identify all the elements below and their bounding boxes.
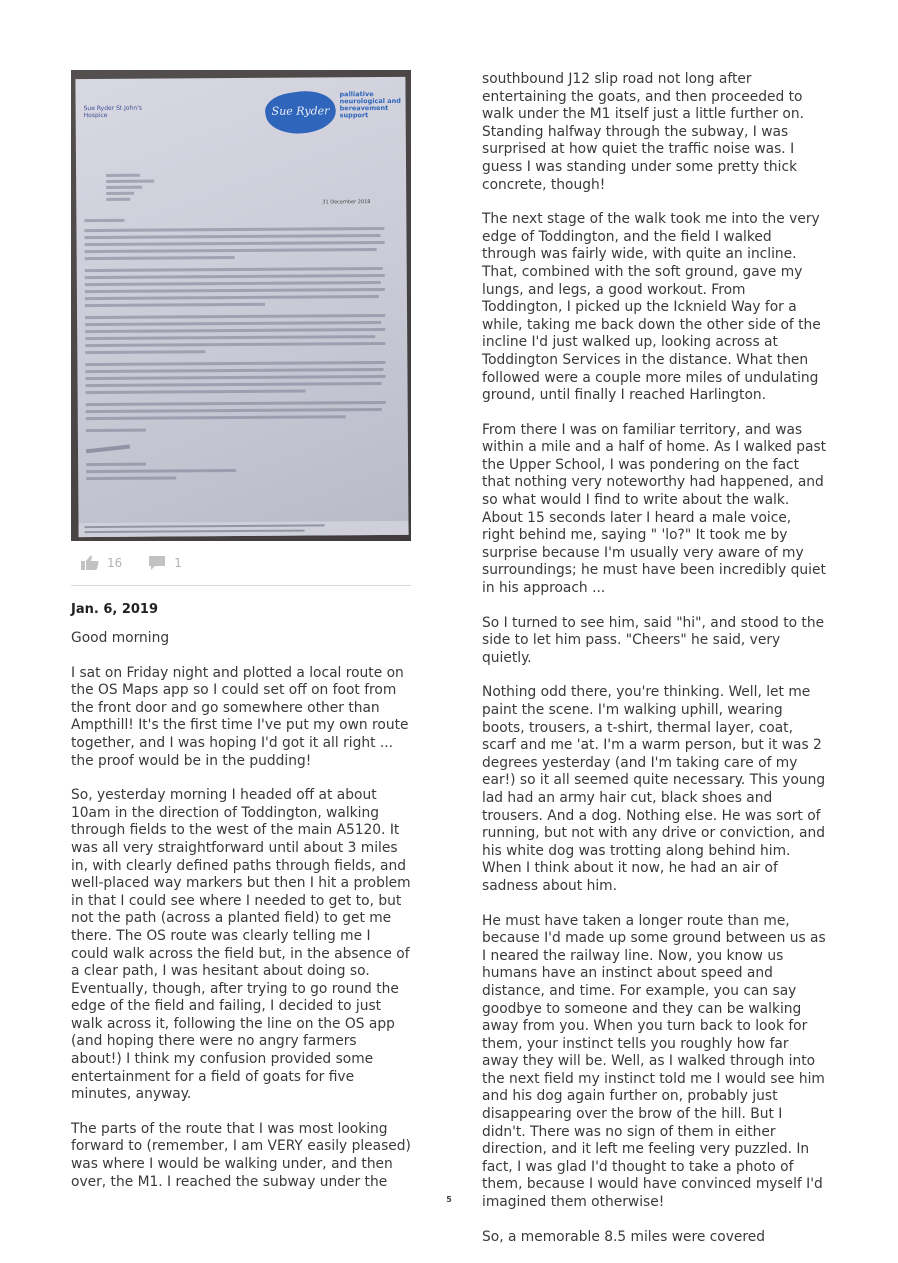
paragraph: southbound J12 slip road not long after entertaining the goats, and then proceeded to walk under the M1 itself just a little further on. Standing halfway through the subway, I was surprised at how quiet the traffic noise was. I guess I was standing under some pretty thick concrete, though! [482,71,804,193]
paragraph: He must have taken a longer route than me, because I'd made up some ground between us as I neared the railway line. Now, you know us humans have an instinct about speed and distance, and time. For example, you can say goodbye to someone and they can be walking away from you. When you turn back to look for them, your instinct tells you roughly how far away they will be. Well, as I walked through into the next field my instinct told me I would see him and his dog again further on, probably just disappearing over the brow of the hill. But I didn't. There was no sign of them in either direction, and it left me feeling very puzzled. In fact, I was glad I'd thought to take a photo of them, because I would have convinced myself I'd imagined them otherwise! [482,912,826,1211]
post-reactions [71,541,411,586]
paragraph: From there I was on familiar territory, and was within a mile and a half of home. As I walked past the Upper School, I was pondering on the fact that nothing very noteworthy had happened, and so what would I find to write about the walk. About 15 seconds later I heard a male voice, right behind me, saying " 'lo?" It took me by surprise because I'm usually very aware of my surroundings; he must have been incredibly quiet in his approach ... [482,421,827,597]
letter-footer [79,521,409,537]
paragraph: So, yesterday morning I headed off at about 10am in the direction of Toddington, walking through fields to the west of the main A5120. It was all very straightforward until about 3 miles in, with clearly defined paths through fields, and well-placed way markers but then I hit a problem in that I could see where I needed to get to, but not the path (across a planted field) to get me there. The OS route was clearly telling me I could walk across the field but, in the absence of a clear path, I was hesitant about doing so. Eventually, though, after trying to go round the edge of the field and failing, I decided to just walk across it, following the line on the OS app (and hoping there were no angry farmers about!) I think my confusion provided some entertainment for a field of goats for five minutes, anyway. [71,787,411,1103]
like-group[interactable] [81,555,122,571]
like-count: 16 [107,556,123,570]
right-column [482,71,827,1263]
paragraph: Nothing odd there, you're thinking. Well, let me paint the scene. I'm walking uphill, wearing boots, trousers, a t-shirt, thermal layer, coat, scarf and me 'at. I'm a warm person, but it was 2 degrees yesterday (and I'm taking care of my ear!) so it all seemed quite necessary. This young lad had an army hair cut, black shoes and trousers. And a dog. Nothing else. He was sort of running, but not with any drive or conviction, and his white dog was trotting along behind him. When I think about it now, he had an air of sadness about him. [482,684,826,894]
paragraph: So, a memorable 8.5 miles were covered [482,1228,766,1245]
paragraph: Good morning [71,630,170,646]
recipient-address [106,174,154,201]
post-date: Jan. 6, 2019 [71,602,159,617]
left-column [71,70,411,1208]
paragraph: The next stage of the walk took me into the very edge of Toddington, and the field I walked through was fairly wide, with quite an incline. That, combined with the soft ground, gave my lungs, and legs, a good workout. From Toddington, I picked up the Icknield Way for a while, taking me back down the other side of the incline I'd just walked up, looking across at Toddington Services in the distance. What then followed were a couple more miles of undulating ground, until finally I reached Harlington. [482,211,821,404]
letterhead-org: Sue Ryder St John's Hospice [83,104,143,120]
comment-group[interactable] [148,555,182,571]
logo-text: Sue Ryder [271,104,330,118]
paragraph: The parts of the route that I was most looking forward to (remember, I am VERY easily pleased) was where I would be walking under, and then over, the M1. I reached the subway under the [71,1120,411,1190]
left-text [71,630,411,1191]
letter-photo[interactable] [71,70,411,541]
page-number: 5 [446,1195,452,1204]
logo-tagline: palliative neurological and bereavement support [339,90,401,120]
paragraph: So I turned to see him, said "hi", and stood to the side to let him pass. "Cheers" he said, very quietly. [482,614,825,666]
comment-count: 1 [174,556,182,570]
thumbs-up-icon[interactable] [81,555,99,571]
paragraph: I sat on Friday night and plotted a local route on the OS Maps app so I could set off on foot from the front door and go somewhere other than Ampthill! It's the first time I've put my own route together, and I was hoping I'd got it all right ... the proof would be in the pudding! [71,664,409,769]
letter-date: 31 December 2018 [322,199,371,206]
comment-icon[interactable] [148,555,166,571]
letter-paper [75,77,408,537]
